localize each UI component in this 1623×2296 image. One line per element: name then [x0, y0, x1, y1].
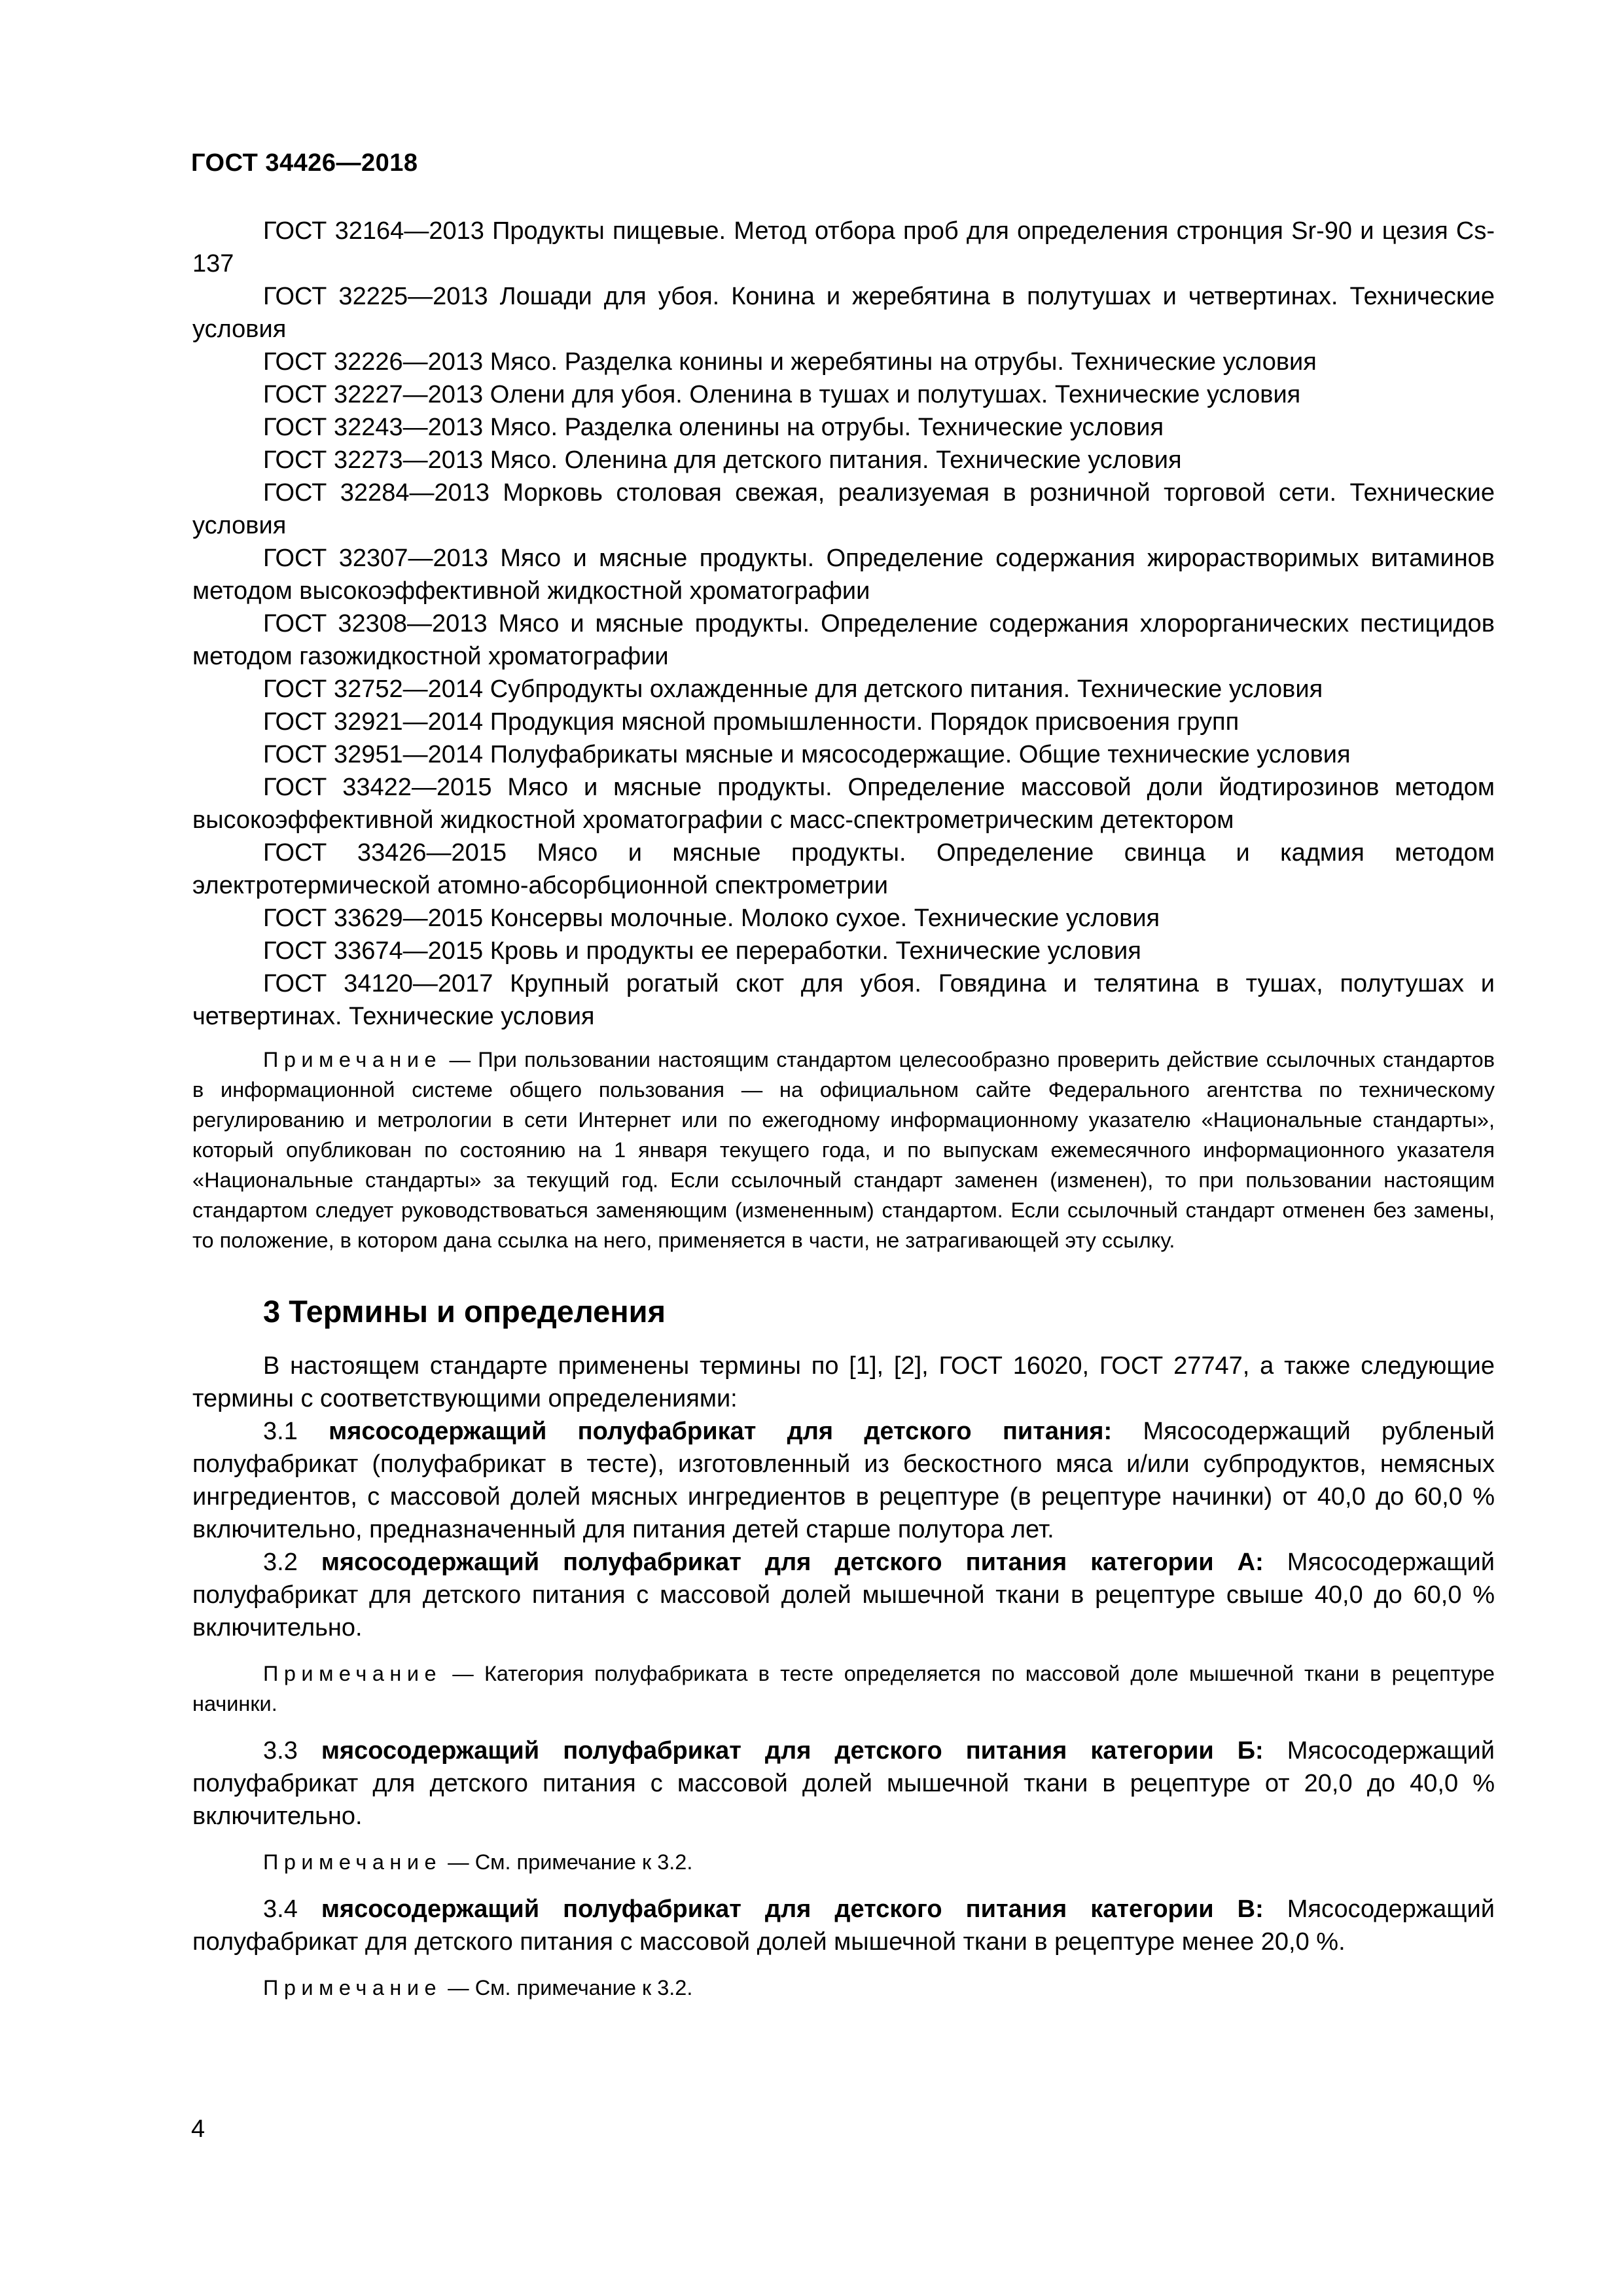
term-number: 3.2	[263, 1549, 298, 1576]
term-name: мясосодержащий полуфабрикат для детского питания категории Б:	[321, 1737, 1264, 1765]
reference-item: ГОСТ 32227—2013 Олени для убоя. Оленина в тушах и полутушах. Технические условия	[263, 381, 1301, 408]
note-dash: —	[442, 1976, 475, 2000]
term-note	[192, 1847, 1495, 1877]
note-dash: —	[442, 1850, 475, 1874]
reference-item: ГОСТ 32308—2013 Мясо и мясные продукты. Определение содержания хлорорганических пестицидов методом газожидкостной хроматографии	[192, 610, 1495, 670]
reference-item: ГОСТ 32164—2013 Продукты пищевые. Метод отбора проб для определения стронция Sr-90 и цезия Cs-137	[192, 217, 1495, 278]
page-number: 4	[191, 2115, 205, 2143]
standard-code-header: ГОСТ 34426—2018	[191, 149, 418, 177]
term-text: Мясосодержащий полуфабрикат для детского питания с массовой долей мышечной ткани в рецептуре свыше 40,0 до 60,0 % включительно.	[192, 1549, 1495, 1641]
reference-item: ГОСТ 33629—2015 Консервы молочные. Молоко сухое. Технические условия	[263, 905, 1160, 932]
term-number: 3.4	[263, 1895, 298, 1923]
term-text: Мясосодержащий полуфабрикат для детского питания с массовой долей мышечной ткани в рецептуре от 20,0 до 40,0 % включительно.	[192, 1737, 1495, 1830]
references-list	[192, 215, 1495, 1033]
note-label: Примечание	[263, 1976, 442, 2000]
reference-item: ГОСТ 32273—2013 Мясо. Оленина для детского питания. Технические условия	[263, 446, 1182, 474]
note-label: Примечание	[263, 1850, 442, 1874]
note-text: См. примечание к 3.2.	[474, 1850, 693, 1874]
term-name: мясосодержащий полуфабрикат для детского питания категории А:	[321, 1549, 1264, 1576]
term-text: Мясосодержащий рубленый полуфабрикат (полуфабрикат в тесте), изготовленный из бескостного мяса и/или субпродуктов, немясных ингредиентов, с массовой долей мясных ингредиентов в рецептуре (в рецептуре начинки) от 40,0 до 60,0 % включительно, предназначенный для питания детей старше полутора лет.	[192, 1418, 1495, 1543]
term-definition	[192, 1893, 1495, 1958]
reference-item: ГОСТ 32752—2014 Субпродукты охлажденные для детского питания. Технические условия	[263, 675, 1323, 703]
note-dash: —	[442, 1048, 478, 1071]
term-definition	[192, 1415, 1495, 1546]
note-text: См. примечание к 3.2.	[474, 1976, 693, 2000]
reference-item: ГОСТ 33674—2015 Кровь и продукты ее переработки. Технические условия	[263, 937, 1141, 965]
reference-item: ГОСТ 32243—2013 Мясо. Разделка оленины на отрубы. Технические условия	[263, 414, 1164, 441]
term-definition	[192, 1734, 1495, 1833]
reference-item: ГОСТ 33422—2015 Мясо и мясные продукты. Определение массовой доли йодтирозинов методом высокоэффективной жидкостной хроматографии с масс-спектрометрическим детектором	[192, 774, 1495, 834]
note-label: Примечание	[263, 1662, 442, 1685]
term-name: мясосодержащий полуфабрикат для детского питания:	[329, 1418, 1113, 1445]
reference-item: ГОСТ 32284—2013 Морковь столовая свежая, реализуемая в розничной торговой сети. Технические условия	[192, 479, 1495, 539]
reference-item: ГОСТ 34120—2017 Крупный рогатый скот для убоя. Говядина и телятина в тушах, полутушах и четвертинах. Технические условия	[192, 970, 1495, 1030]
term-number: 3.3	[263, 1737, 298, 1765]
reference-item: ГОСТ 32951—2014 Полуфабрикаты мясные и мясосодержащие. Общие технические условия	[263, 741, 1351, 768]
note-label: Примечание	[263, 1048, 442, 1071]
references-note	[192, 1045, 1495, 1255]
section-intro: В настоящем стандарте применены термины по [1], [2], ГОСТ 16020, ГОСТ 27747, а также следующие термины с соответствующими определениями:	[192, 1352, 1495, 1412]
reference-item: ГОСТ 32921—2014 Продукция мясной промышленности. Порядок присвоения групп	[263, 708, 1240, 736]
term-note	[192, 1973, 1495, 2003]
note-text: Категория полуфабриката в тесте определяется по массовой доле мышечной ткани в рецептуре начинки.	[192, 1662, 1495, 1715]
reference-item: ГОСТ 33426—2015 Мясо и мясные продукты. Определение свинца и кадмия методом электротермической атомно-абсорбционной спектрометрии	[192, 839, 1495, 899]
term-text: Мясосодержащий полуфабрикат для детского питания с массовой долей мышечной ткани в рецептуре менее 20,0 %.	[192, 1895, 1495, 1956]
reference-item: ГОСТ 32226—2013 Мясо. Разделка конины и жеребятины на отрубы. Технические условия	[263, 348, 1317, 376]
page-content	[192, 215, 1495, 2003]
term-note	[192, 1659, 1495, 1719]
term-name: мясосодержащий полуфабрикат для детского питания категории В:	[321, 1895, 1264, 1923]
section-title: 3 Термины и определения	[263, 1294, 666, 1329]
term-definition	[192, 1546, 1495, 1644]
reference-item: ГОСТ 32307—2013 Мясо и мясные продукты. Определение содержания жирорастворимых витаминов методом высокоэффективной жидкостной хроматографии	[192, 545, 1495, 605]
term-number: 3.1	[263, 1418, 298, 1445]
note-dash: —	[442, 1662, 484, 1685]
note-text: При пользовании настоящим стандартом целесообразно проверить действие ссылочных стандартов в информационной системе общего пользования — на официальном сайте Федерального агентства по техническому регулированию и метрологии в сети Интернет или по ежегодному информационному указателю «Национальные стандарты», который опубликован по состоянию на 1 января текущего года, и по выпускам ежемесячного информационного указателя «Национальные стандарты» за текущий год. Если ссылочный стандарт заменен (изменен), то при пользовании настоящим стандартом следует руководствоваться заменяющим (измененным) стандартом. Если ссылочный стандарт отменен без замены, то положение, в котором дана ссылка на него, применяется в части, не затрагивающей эту ссылку.	[192, 1048, 1495, 1252]
reference-item: ГОСТ 32225—2013 Лошади для убоя. Конина и жеребятина в полутушах и четвертинах. Технические условия	[192, 283, 1495, 343]
